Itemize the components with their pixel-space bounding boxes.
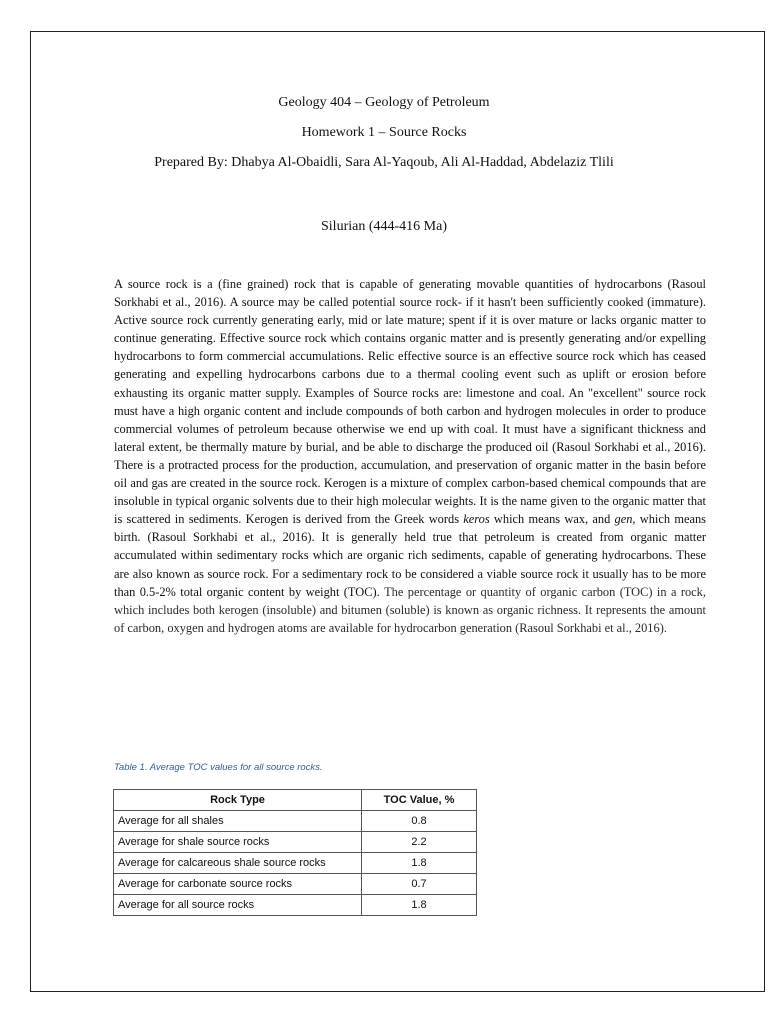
rock-type-cell: Average for calcareous shale source rocks [114, 853, 362, 874]
body-paragraph [114, 275, 706, 637]
body-text-part-1: A source rock is a (fine grained) rock that is capable of generating movable quantities of hydrocarbons (Rasoul Sorkhabi et al., 2016). A source may be called potential source rock- if it hasn't been sufficiently cooked (immature). Active source rock currently generating early, mid or late mature; spent if it is over mature or lacks organic matter to continue generating. Effective source rock which contains organic matter and is presently generating and/or expelling hydrocarbons to form commercial accumulations. Relic effective source is an effective source rock which has ceased generating and expelling hydrocarbons carbons due to a thermal cooling event such as uplift or erosion before exhausting its organic matter supply. Examples of Source rocks are: limestone and coal. An "excellent" source rock must have a high organic content and include compounds of both carbon and hydrogen molecules in order to produce commercial volumes of petroleum because otherwise we end up with coal. It must have a significant thickness and lateral extent, be thermally mature by burial, and be able to discharge the produced oil (Rasoul Sorkhabi et al., 2016). There is a protracted process for the production, accumulation, and preservation of organic matter in the basin before oil and gas are created in the source rock. Kerogen is a mixture of complex carbon-based chemical compounds that are insoluble in typical organic solvents due to their high molecular weights. It is the name given to the organic matter that is scattered in sediments. Kerogen is derived from the Greek words [114, 277, 706, 527]
table-row [114, 853, 477, 874]
rock-type-cell: Average for all shales [114, 811, 362, 832]
body-text-part-2: which means wax, and [489, 512, 615, 527]
toc-value-cell: 1.8 [362, 895, 477, 916]
rock-type-cell: Average for all source rocks [114, 895, 362, 916]
body-text-part-4: The percentage or quantity of organic carbon (TOC) in a rock, which includes both kerogen (insoluble) and bitumen (soluble) is known as organic richness. It represents the amount of carbon, oxygen and hydrogen atoms are available for hydrocarbon generation (Rasoul Sorkhabi et al., 2016). [114, 584, 706, 635]
header-rock-type: Rock Type [114, 790, 362, 811]
table-header-row [114, 790, 477, 811]
course-title: Geology 404 – Geology of Petroleum [278, 95, 490, 110]
rock-type-cell: Average for carbonate source rocks [114, 874, 362, 895]
table-caption: Table 1. Average TOC values for all source rocks. [114, 762, 323, 773]
toc-value-cell: 1.8 [362, 853, 477, 874]
table-row [114, 832, 477, 853]
table-row [114, 895, 477, 916]
section-heading: Silurian (444-416 Ma) [321, 219, 447, 234]
toc-value-cell: 0.7 [362, 874, 477, 895]
rock-type-cell: Average for shale source rocks [114, 832, 362, 853]
greek-word-gen: gen, [614, 512, 636, 527]
toc-table [113, 789, 477, 916]
authors-line: Prepared By: Dhabya Al-Obaidli, Sara Al-Yaqoub, Ali Al-Haddad, Abdelaziz Tlili [154, 155, 614, 170]
table-row [114, 811, 477, 832]
body-text-part-3: which means birth. (Rasoul Sorkhabi et al., 2016). It is generally held true that petroleum is created from organic matter accumulated within sedimentary rocks which are organic rich sediments, capable of generating hydrocarbons. These are also known as source rock. For a sedimentary rock to be considered a viable source rock it usually has to be more than 0.5-2% total organic content by weight (TOC). [114, 512, 706, 599]
table-row [114, 874, 477, 895]
homework-title: Homework 1 – Source Rocks [301, 125, 467, 140]
greek-word-keros: keros [463, 512, 490, 527]
toc-value-cell: 0.8 [362, 811, 477, 832]
toc-value-cell: 2.2 [362, 832, 477, 853]
header-toc-value: TOC Value, % [362, 790, 477, 811]
